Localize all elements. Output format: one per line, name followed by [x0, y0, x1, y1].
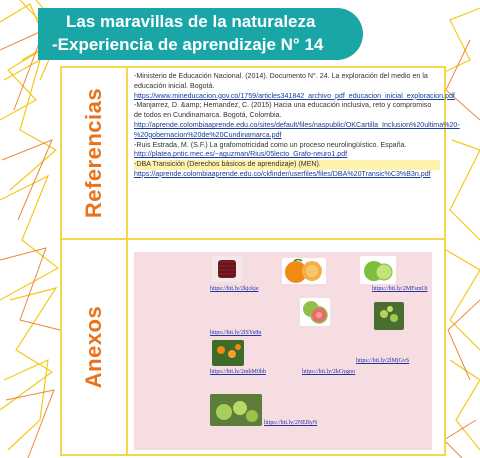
reference-link[interactable]: https://www.mineducacion.gov.co/1759/articles341842_archivo_pdf_educacion_inicial_exploracion.pdf: [134, 91, 455, 100]
reference-link[interactable]: https://aprende.colombiaaprende.edu.co/ckfinder/userfiles/files/DBA%20Transic%C3%B3n.pdf: [134, 169, 431, 178]
anexo-link[interactable]: https://bit.ly/2kGygoo: [302, 369, 356, 375]
anexo-link[interactable]: https://bit.ly/2lSYe8n: [210, 330, 262, 336]
anexo-link[interactable]: https://bit.ly/2mbM0bh: [210, 369, 266, 375]
reference-link[interactable]: http://aprende.colombiaaprende.edu.co/sites/default/files/naspublic/OKCartilla_Inclusion%20ultima%20-%20gobernacion%20de%20Cundinamarca.pdf: [134, 120, 460, 139]
reference-link[interactable]: http://platea.pntic.mec.es/~aguzman/Rius/05lecto_Grafo-neuro1.pdf: [134, 150, 348, 159]
header-banner: [38, 8, 363, 60]
lemon-tree-image: [374, 302, 404, 330]
referencias-label-cell: [62, 68, 128, 238]
header-subtitle: -Experiencia de aprendizaje N° 14: [52, 35, 324, 54]
anexos-label: Anexos: [81, 305, 106, 389]
referencias-row: [62, 68, 460, 240]
anexo-link[interactable]: https://bit.ly/2kjckje: [210, 286, 259, 292]
anexo-link[interactable]: https://bit.ly/2NEByN: [264, 420, 318, 426]
anexos-panel: [134, 252, 432, 450]
anexo-link[interactable]: https://bit.ly/2MFsmOi: [372, 286, 428, 292]
reference-text: -DBA Transición (Derechos básicos de aprendizaje) (MEN).: [134, 160, 440, 170]
references-list: [134, 72, 460, 180]
anexo-link[interactable]: https://bit.ly/2lMjGvS: [356, 358, 410, 364]
referencias-label: Referencias: [81, 87, 106, 219]
content-table: [60, 66, 460, 456]
header-title: Las maravillas de la naturaleza: [66, 12, 316, 31]
reference-text: -Manjarrez, D. &amp; Hernandez, C. (2015) Hacia una educación inclusiva, reto y compromiso de todos en Cundinamarca. Bogotá, Colombia.: [134, 101, 432, 120]
limes-image: [360, 256, 396, 284]
mandarin-tree-image: [212, 340, 244, 366]
lemons-on-branch-image: [210, 394, 262, 426]
reference-text: -Ruis Estrada, M. (S.F.) La grafomotricidad como un proceso neurolingüístico. España.: [134, 140, 407, 149]
reference-text: -Ministerio de Educación Nacional. (2014). Documento N°. 24. La exploración del medio en la educación inicial. Bogotá.: [134, 72, 428, 90]
guavas-image: [300, 298, 330, 326]
anexos-row: [62, 240, 444, 454]
anexos-label-cell: [62, 240, 128, 454]
yarn-spool-image: [212, 256, 242, 282]
oranges-image: [282, 258, 326, 284]
